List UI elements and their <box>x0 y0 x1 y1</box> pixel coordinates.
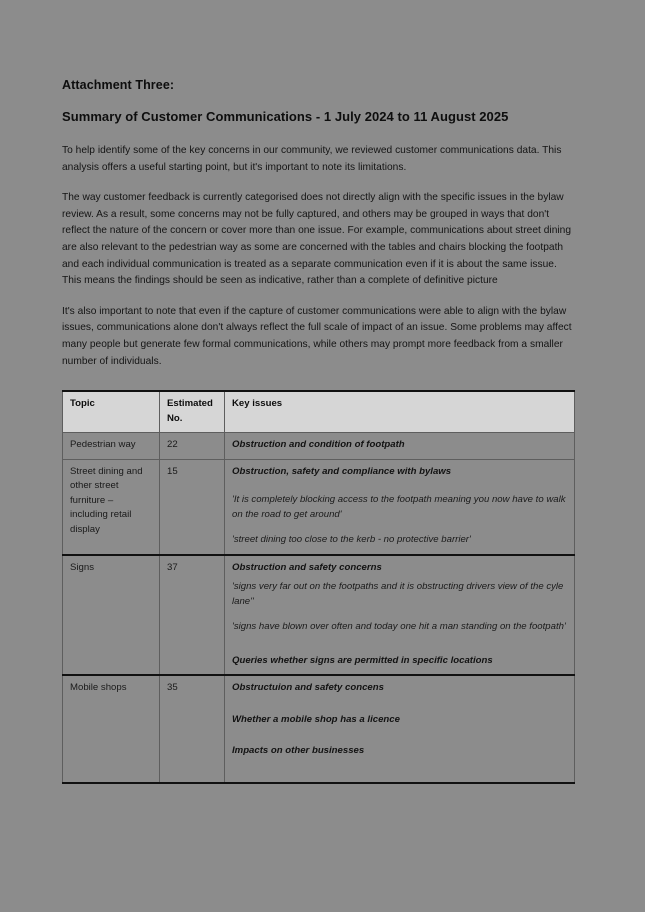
table-header <box>63 391 575 433</box>
table-body <box>63 433 575 783</box>
cell-key-issues <box>225 555 575 676</box>
table-row <box>63 459 575 555</box>
intro-paragraph-1: To help identify some of the key concerns in our community, we reviewed customer communications data. This analysis offers a useful starting point, but it's important to note its limitations. <box>62 145 562 173</box>
key-issue-heading: Queries whether signs are permitted in specific locations <box>232 654 493 666</box>
table-row <box>63 555 575 676</box>
attachment-label: Attachment Three: <box>62 78 175 92</box>
cell-key-issues <box>225 675 575 783</box>
table-row <box>63 675 575 783</box>
key-issue-heading: Impacts on other businesses <box>232 745 365 757</box>
cell-estimated-no: 22 <box>160 433 225 460</box>
key-issue-heading: Obstruction, safety and compliance with bylaws <box>232 465 452 477</box>
key-issue-heading: Obstruction and safety concerns <box>232 561 382 573</box>
cell-estimated-no: 37 <box>160 555 225 676</box>
column-header-topic: Topic <box>63 391 160 433</box>
page-title: Summary of Customer Communications - 1 July 2024 to 11 August 2025 <box>62 109 509 124</box>
cell-estimated-no: 15 <box>160 459 225 555</box>
key-issue-heading: Obstruction and condition of footpath <box>232 439 405 451</box>
cell-key-issues <box>225 433 575 460</box>
key-issue-quote: 'signs very far out on the footpaths and it is obstructing drivers view of the cyle lane'' <box>232 581 564 607</box>
key-issue-heading: Obstructuion and safety concens <box>232 682 384 694</box>
column-header-estimated-no: Estimated No. <box>160 391 225 433</box>
table-row <box>63 433 575 460</box>
key-issue-quote: 'signs have blown over often and today one hit a man standing on the footpath' <box>232 621 566 633</box>
key-issue-quote: 'It is completely blocking access to the footpath meaning you now have to walk on the road to get around' <box>232 494 566 520</box>
intro-paragraph-2: The way customer feedback is currently categorised does not directly align with the specific issues in the bylaw review. As a result, some concerns may not be fully captured, and others may be grouped in ways that don't reflect the nature of the concern or cover more than one issue. For example, communications about street dining are also relevant to the pedestrian way as some are concerned with the tables and chairs blocking the footpath and each individual communication is treated as a separate communication even if it is about the same issue. This means the findings should be seen as indicative, rather than a complete of definitive picture <box>62 192 572 287</box>
communications-table-wrapper <box>62 390 583 784</box>
key-issue-quote: 'street dining too close to the kerb - no protective barrier' <box>232 534 471 546</box>
cell-topic: Mobile shops <box>63 675 160 783</box>
cell-topic: Pedestrian way <box>63 433 160 460</box>
communications-table <box>62 390 575 784</box>
intro-paragraph-3: It's also important to note that even if the capture of customer communications were able to align with the bylaw issues, communications alone don't always reflect the full scale of impact of an issue. Some problems may affect many people but generate few formal communications, while others may prompt more feedback from a smaller number of individuals. <box>62 305 572 367</box>
cell-topic: Street dining and other street furniture – including retail display <box>63 459 160 555</box>
cell-key-issues <box>225 459 575 555</box>
table-header-row <box>63 391 575 433</box>
column-header-key-issues: Key issues <box>225 391 575 433</box>
key-issue-heading: Whether a mobile shop has a licence <box>232 713 400 725</box>
cell-estimated-no: 35 <box>160 675 225 783</box>
cell-topic: Signs <box>63 555 160 676</box>
